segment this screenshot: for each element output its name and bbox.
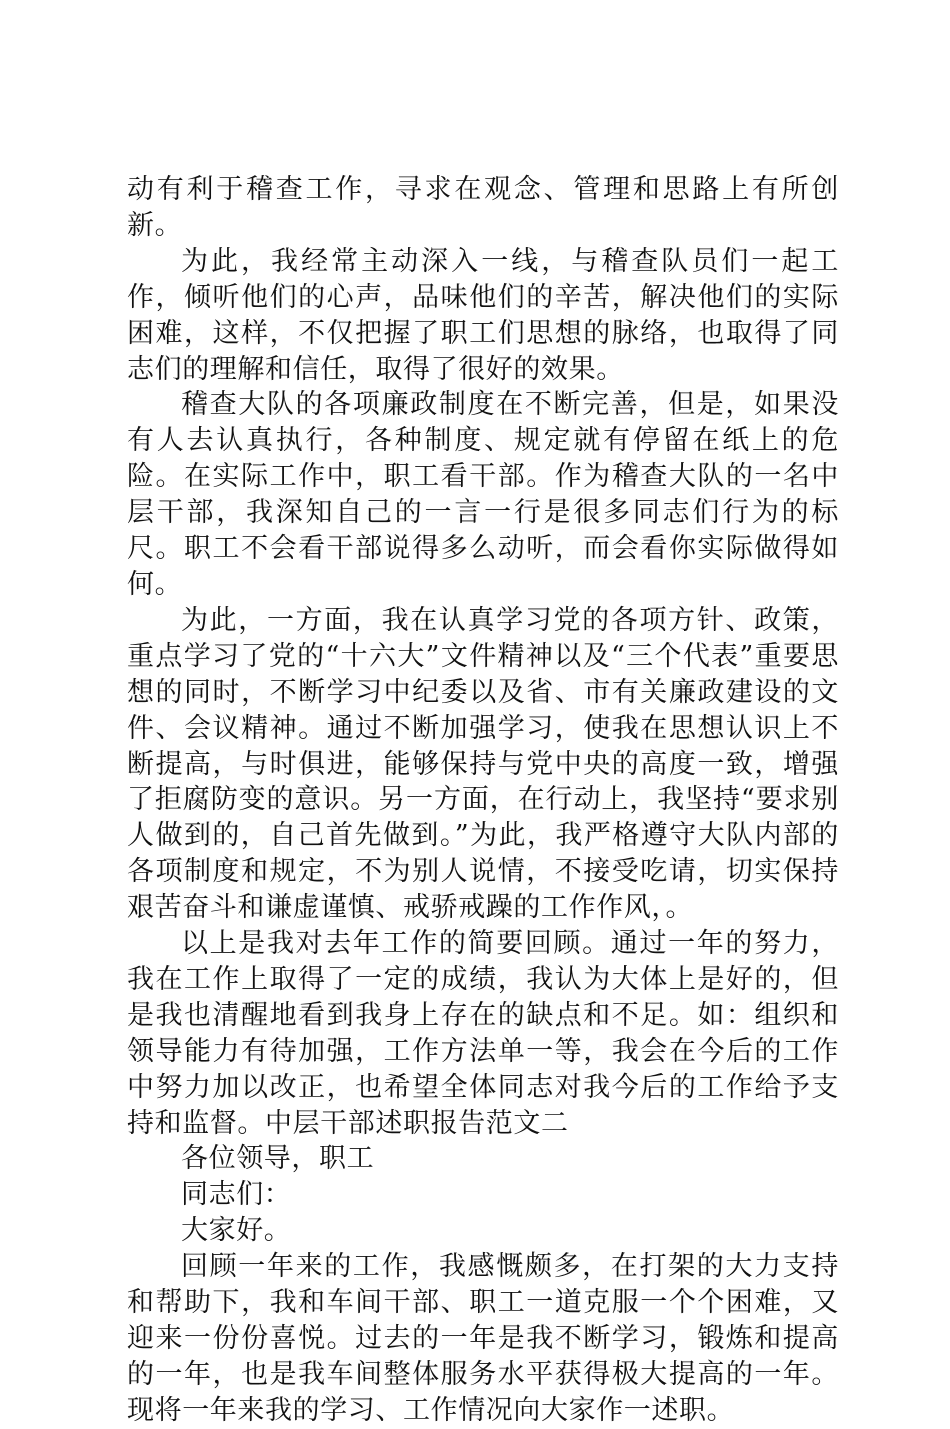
paragraph-integrity-system: 稽查大队的各项廉政制度在不断完善，但是，如果没有人去认真执行，各种制度、规定就有停留在纸上的危险。在实际工作中，职工看干部。作为稽查大队的一名中层干部，我深知自己的一言一行是很多同志们行为的标尺。职工不会看干部说得多么动听，而会看你实际做得如何。 bbox=[127, 389, 839, 600]
paragraph-summary: 以上是我对去年工作的简要回顾。通过一年的努力，我在工作上取得了一定的成绩，我认为大体上是好的，但是我也清醒地看到我身上存在的缺点和不足。如：组织和领导能力有待加强，工作方法单一等，我会在今后的工作中努力加以改正，也希望全体同志对我今后的工作给予支持和监督。中层干部述职报告范文二 bbox=[127, 928, 839, 1139]
paragraph-greeting: 大家好。 bbox=[181, 1215, 292, 1247]
paragraph-continuation: 动有利于稽查工作，寻求在观念、管理和思路上有所创新。 bbox=[127, 174, 839, 241]
paragraph-salutation-leaders: 各位领导，职工 bbox=[181, 1143, 375, 1175]
document-body bbox=[127, 172, 839, 1429]
paragraph-frontline-work: 为此，我经常主动深入一线，与稽查队员们一起工作，倾听他们的心声，品味他们的辛苦，解决他们的实际困难，这样，不仅把握了职工们思想的脉络，也取得了同志们的理解和信任，取得了很好的效果。 bbox=[127, 245, 839, 385]
paragraph-study-and-action: 为此，一方面，我在认真学习党的各项方针、政策，重点学习了党的“十六大”文件精神以及“三个代表”重要思想的同时，不断学习中纪委以及省、市有关廉政建设的文件、会议精神。通过不断加强学习，使我在思想认识上不断提高，与时俱进，能够保持与党中央的高度一致，增强了拒腐防变的意识。另一方面，在行动上，我坚持“要求别人做到的，自己首先做到。”为此，我严格遵守大队内部的各项制度和规定，不为别人说情，不接受吃请，切实保持艰苦奋斗和谦虚谨慎、戒骄戒躁的工作作风，。 bbox=[127, 604, 839, 924]
paragraph-review: 回顾一年来的工作，我感慨颇多，在打架的大力支持和帮助下，我和车间干部、职工一道克服一个个困难，又迎来一份份喜悦。过去的一年是我不断学习，锻炼和提高的一年，也是我车间整体服务水平获得极大提高的一年。现将一年来我的学习、工作情况向大家作一述职。 bbox=[127, 1251, 839, 1426]
paragraph-salutation-comrades: 同志们： bbox=[181, 1179, 292, 1211]
